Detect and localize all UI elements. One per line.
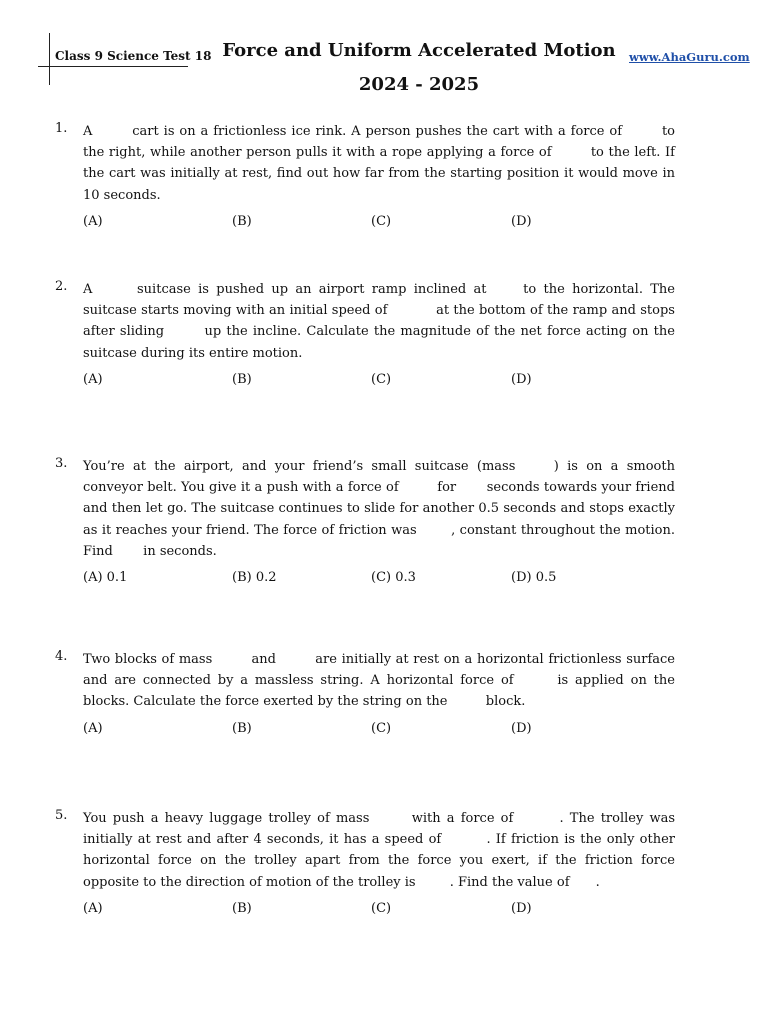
option-d: (D) [511, 371, 532, 387]
option-c: (C) [371, 900, 392, 916]
option-b: (B) 0.2 [232, 570, 277, 586]
question-number: 4. [55, 649, 68, 664]
answer-options [55, 721, 675, 741]
option-a: (A) 0.1 [83, 570, 128, 586]
page-title: Force and Uniform Accelerated Motion [222, 40, 616, 61]
option-a: (A) [83, 371, 103, 387]
answer-options [55, 372, 675, 392]
option-d: (D) [511, 720, 532, 736]
question-1 [55, 121, 675, 234]
option-d: (D) 0.5 [511, 570, 557, 586]
option-a: (A) [83, 720, 103, 736]
academic-year: 2024 - 2025 [358, 74, 480, 95]
question-number: 3. [55, 456, 68, 471]
option-a: (A) [83, 900, 103, 916]
question-number: 5. [55, 808, 68, 823]
option-d: (D) [511, 900, 532, 916]
answer-options [55, 570, 675, 590]
question-number: 1. [55, 121, 68, 136]
option-b: (B) [232, 371, 252, 387]
option-a: (A) [83, 213, 103, 229]
option-b: (B) [232, 213, 252, 229]
question-text: You push a heavy luggage trolley of mass with a force of . The trolley was initially at rest and after 4 seconds, it has a speed of . If friction is the only other horizontal force on the trolley apart from the force you exert, if the friction force opposite to the direction of motion of the trolley is . Find the value of . [83, 811, 676, 890]
header-horizontal-rule [38, 66, 188, 67]
question-text: A suitcase is pushed up an airport ramp inclined at to the horizontal. The suitcase starts moving with an initial speed of at the bottom of the ramp and stops after sliding up the incline. Calculate the magnitude of the net force acting on the suitcase during its entire motion. [83, 282, 676, 361]
option-c: (C) [371, 720, 392, 736]
header-vertical-rule [49, 33, 50, 85]
question-4 [55, 649, 675, 741]
question-2 [55, 279, 675, 392]
question-text: Two blocks of mass and are initially at rest on a horizontal frictionless surface and are connected by a massless string. A horizontal force of is applied on the blocks. Calculate the force exerted by the string on the block. [83, 652, 675, 710]
question-5 [55, 808, 675, 921]
question-text: You’re at the airport, and your friend’s small suitcase (mass ) is on a smooth conveyor belt. You give it a push with a force of for seconds towards your friend and then let go. The suitcase continues to slide for another 0.5 seconds and stops exactly as it reaches your friend. The force of friction was , constant throughout the motion. Find in seconds. [83, 459, 675, 559]
option-c: (C) 0.3 [371, 570, 416, 586]
answer-options [55, 901, 675, 921]
option-b: (B) [232, 900, 252, 916]
question-text: A cart is on a frictionless ice rink. A person pushes the cart with a force of to the right, while another person pulls it with a rope applying a force of to the left. If the cart was initially at rest, find out how far from the starting position it would move in 10 seconds. [83, 124, 675, 203]
option-b: (B) [232, 720, 252, 736]
option-d: (D) [511, 213, 532, 229]
question-3 [55, 456, 675, 590]
question-number: 2. [55, 279, 68, 294]
website-link[interactable]: www.AhaGuru.com [629, 50, 750, 64]
test-label: Class 9 Science Test 18 [55, 49, 212, 63]
option-c: (C) [371, 371, 392, 387]
option-c: (C) [371, 213, 392, 229]
answer-options [55, 214, 675, 234]
